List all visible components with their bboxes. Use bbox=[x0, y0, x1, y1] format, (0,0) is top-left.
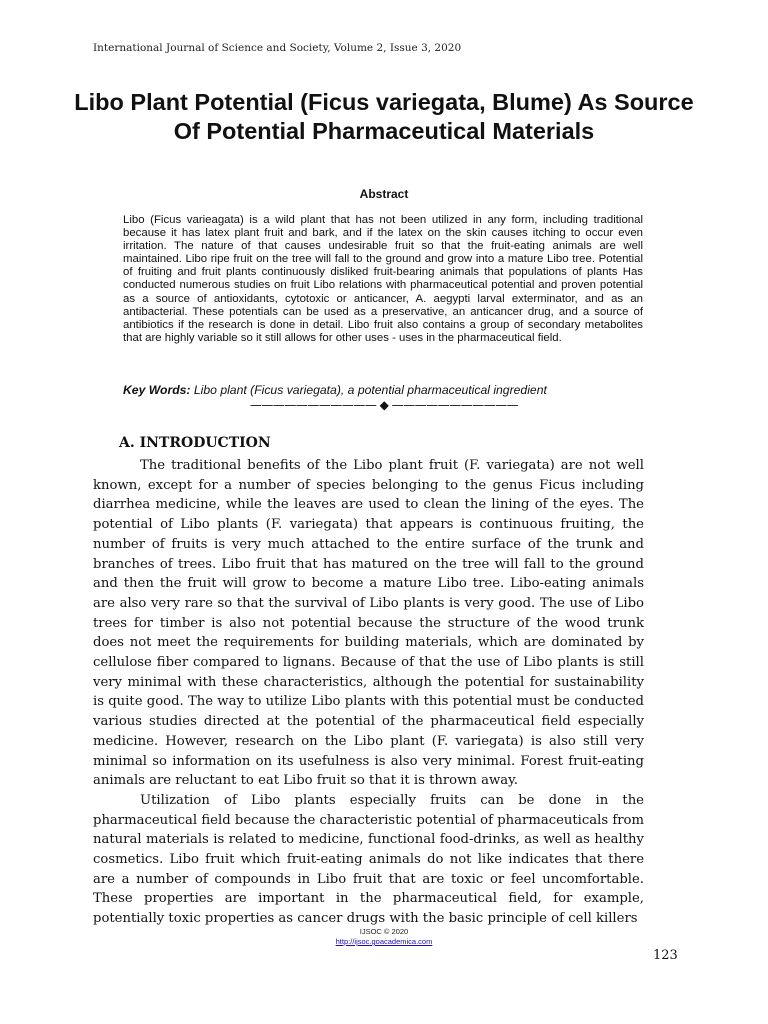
paper-title: Libo Plant Potential (Ficus variegata, Blume) As Source Of Potential Pharmaceutical Materials bbox=[74, 89, 694, 144]
introduction-body bbox=[93, 456, 644, 929]
page-number: 123 bbox=[653, 948, 678, 963]
footer-copyright: IJSOC © 2020 bbox=[359, 927, 409, 936]
journal-header: International Journal of Science and Society, Volume 2, Issue 3, 2020 bbox=[93, 42, 462, 54]
keywords-label: Key Words: bbox=[123, 383, 191, 397]
body-paragraph: Utilization of Libo plants especially fruits can be done in the pharmaceutical field because the characteristic potential of pharmaceuticals from natural materials is related to medicine, functional food-drinks, as well as healthy cosmetics. Libo fruit which fruit-eating animals do not like indicates that there are a number of compounds in Libo fruit that are toxic or feel uncomfortable. These properties are important in the pharmaceutical field, for example, potentially toxic properties as cancer drugs with the basic principle of cell killers bbox=[93, 792, 644, 927]
body-paragraph: The traditional benefits of the Libo plant fruit (F. variegata) are not well known, except for a number of species belonging to the genus Ficus including diarrhea medicine, while the leaves are used to clean the lining of the eyes. The potential of Libo plants (F. variegata) that appears is continuous fruiting, the number of fruits is very much attached to the entire surface of the trunk and branches of trees. Libo fruit that has matured on the tree will fall to the ground and then the fruit will grow to become a mature Libo tree. Libo-eating animals are also very rare so that the survival of Libo plants is very good. The use of Libo trees for timber is also not potential because the structure of the wood trunk does not meet the requirements for building materials, which are dominated by cellulose fiber compared to lignans. Because of that the use of Libo plants is still very minimal with these characteristics, although the potential for sustainability is quite good. The way to utilize Libo plants with this potential must be conducted various studies directed at the potential of the pharmaceutical field especially medicine. However, research on the Libo plant (F. variegata) is also still very minimal so information on its usefulness is also very minimal. Forest fruit-eating animals are reluctant to eat Libo fruit so that it is thrown away. bbox=[93, 458, 644, 789]
footer-journal-link[interactable]: http://ijsoc.goacademica.com bbox=[335, 937, 433, 946]
keywords-text: Libo plant (Ficus variegata), a potential pharmaceutical ingredient bbox=[193, 383, 547, 397]
section-heading-introduction: A. INTRODUCTION bbox=[119, 435, 271, 451]
section-separator: ——————————— ◆ ——————————— bbox=[249, 398, 519, 412]
abstract-text: Libo (Ficus varieagata) is a wild plant that has not been utilized in any form, including traditional because it has latex plant fruit and bark, and if the latex on the skin causes itching to occur even irritation. The nature of that causes undesirable fruit so that the fruit-eating animals are well maintained. Libo ripe fruit on the tree will fall to the ground and grow into a mature Libo tree. Potential of fruiting and fruit plants continuously disliked fruit-bearing animals that populations of plants Has conducted numerous studies on fruit Libo relations with pharmaceutical potential and proven potential as a source of antioxidants, cytotoxic or anticancer, A. aegypti larval exterminator, and as an antibacterial. These potentials can be used as a preservative, an anticancer drug, and a source of antibiotics if the research is done in detail. Libo fruit also contains a group of secondary metabolites that are highly variable so it still allows for other uses - uses in the pharmaceutical field. bbox=[123, 214, 643, 344]
keywords bbox=[123, 383, 547, 397]
abstract-heading: Abstract bbox=[359, 187, 409, 201]
